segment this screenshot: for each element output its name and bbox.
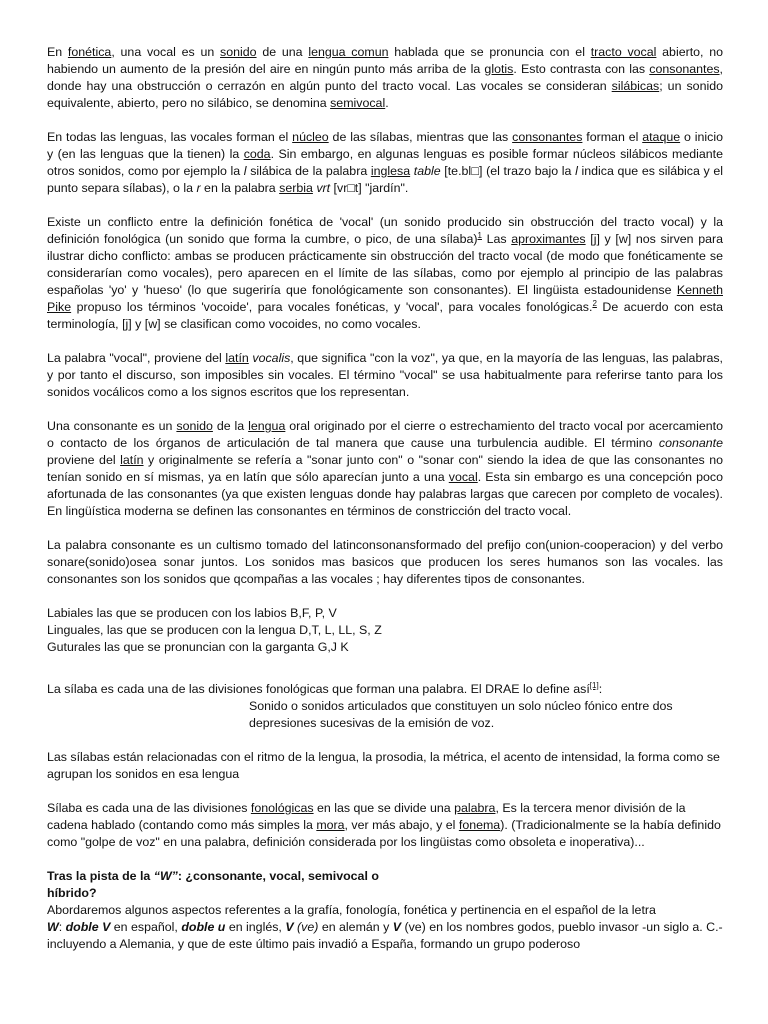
link-inglesa[interactable]: inglesa <box>370 164 411 178</box>
link-fonologicas[interactable]: fonológicas <box>250 801 314 815</box>
link-tracto-vocal[interactable]: tracto vocal <box>590 45 657 59</box>
document-page <box>47 44 723 953</box>
section-heading-w: Tras la pista de la “W”: ¿consonante, vocal, semivocal o híbrido? <box>47 869 379 900</box>
link-aproximantes[interactable]: aproximantes <box>511 232 586 246</box>
link-lengua[interactable]: lengua <box>248 419 286 433</box>
paragraph-consonante-definition: Una consonante es un sonido de la lengua oral originado por el cierre o estrechamiento del tracto vocal por acercamiento o contacto de los órganos de articulación de tal manera que cause una turbulencia audible. El término consonante proviene del latín y originalmente se refería a "sonar junto con" o "sonar con" siendo la idea de que las consonantes no tenían sonido en sí mismas, ya en latín que sólo aparecían junto a una vocal. Esta sin embargo es una concepción poco afortunada de las consonantes (ya que existen lenguas donde hay palabras largas que carecen por completo de vocales). En lingüística moderna se definen las consonantes en términos de constricción del tracto vocal. <box>47 419 724 518</box>
link-consonantes[interactable]: consonantes <box>649 62 720 76</box>
link-palabra[interactable]: palabra <box>454 801 496 815</box>
paragraph-etimologia-vocal: La palabra "vocal", proviene del latín vocalis, que significa "con la voz", ya que, en la mayoría de las lenguas, las palabras, y por tanto el discurso, son imposibles sin vocales. El término "vocal" se usa habitualmente para referirse tanto para los sonidos vocálicos como a los signos escritos que los representan. <box>47 351 723 399</box>
paragraph-silabas-ritmo: Las sílabas están relacionadas con el ritmo de la lengua, la prosodia, la métrica, el acento de intensidad, la forma como se agrupan los sonidos en esa lengua <box>47 750 720 781</box>
link-silabicas[interactable]: silábicas <box>611 79 660 93</box>
paragraph-vocal-definition: En fonética, una vocal es un sonido de una lengua comun hablada que se pronuncia con el tracto vocal abierto, no habiendo un aumento de la presión del aire en ningún punto más arriba de la glotis. Esto contrasta con las consonantes, donde hay una obstrucción o cerrazón en algún punto del tracto vocal. Las vocales se consideran silábicas; un sonido equivalente, abierto, pero no silábico, se denomina semivocal. <box>47 45 724 110</box>
link-serbia[interactable]: serbia <box>279 181 313 195</box>
link-fonetica[interactable]: fonética <box>67 45 112 59</box>
link-coda[interactable]: coda <box>243 147 271 161</box>
paragraph-conflicto-definicion: Existe un conflicto entre la definición fonética de 'vocal' (un sonido producido sin obstrucción del tracto vocal) y la definición fonológica (un sonido que forma la cumbre, o pico, de una sílaba)$^1$ Las aproximantes [j] y [w] nos sirven para ilustrar dicho conflicto: ambas se producen prácticamente sin obstrucción del tracto vocal (de modo que fonéticamente se considerarían como vocales), pero aparecen en el límite de las sílabas, como por ejemplo al principio de las palabras españolas 'yo' y 'hueso' (lo que sugeriría que fonológicamente son consonantes). El lingüista estadounidense Kenneth Pike propuso los términos 'vocoide', para vocales fonéticas, y 'vocal', para vocales fonológicas.$^2$ De acuerdo con esta terminología, [j] y [w] se clasifican como vocoides, no como vocales. <box>47 215 724 331</box>
link-glotis[interactable]: glotis <box>484 62 514 76</box>
consonant-type-linguales: Linguales, las que se producen con la lengua D,T, L, LL, S, Z <box>47 623 382 637</box>
link-lengua-comun[interactable]: lengua comun <box>308 45 389 59</box>
link-mora[interactable]: mora <box>316 818 345 832</box>
link-sonido-2[interactable]: sonido <box>176 419 213 433</box>
link-semivocal[interactable]: semivocal <box>330 96 386 110</box>
link-latin[interactable]: latín <box>225 351 249 365</box>
consonant-type-guturales: Guturales las que se pronuncian con la garganta G,J K <box>47 640 349 654</box>
link-ataque[interactable]: ataque <box>642 130 681 144</box>
footnote-ref-1[interactable]: 1 <box>477 230 482 240</box>
consonant-type-labiales: Labiales las que se producen con los labios B,F, P, V <box>47 606 337 620</box>
paragraph-letra-w: Abordaremos algunos aspectos referentes a la grafía, fonología, fonética y pertinencia en el español de la letra W: doble V en español, doble u en inglés, V (ve) en alemán y V (ve) en los nombres godos, pueblo invasor -un siglo a. C.-incluyendo a Alemania, y que de este último pais invadió a España, formando un grupo poderoso <box>47 903 723 951</box>
footnote-ref-2[interactable]: 2 <box>592 298 597 308</box>
link-fonema[interactable]: fonema <box>458 818 501 832</box>
paragraph-silaba-drae: La sílaba es cada una de las divisiones fonológicas que forman una palabra. El DRAE lo define así[1]: <box>47 680 603 696</box>
drae-quote-line-2: depresiones sucesivas de la emisión de voz. <box>249 716 495 730</box>
link-latin-2[interactable]: latín <box>120 453 144 467</box>
paragraph-silaba-division: Sílaba es cada una de las divisiones fonológicas en las que se divide una palabra, Es la tercera menor división de la cadena hablado (contando como más simples la mora, ver más abajo, y el fonema). (Tradicionalmente se la había definido como "golpe de voz" en una palabra, definición considerada por los lingüistas como obsoleta e inoperativa)... <box>47 801 721 849</box>
paragraph-nucleo-silabas: En todas las lenguas, las vocales forman el núcleo de las sílabas, mientras que las consonantes forman el ataque o inicio y (en las lenguas que la tienen) la coda. Sin embargo, en algunas lenguas es posible formar núcleos silábicos mediante otros sonidos, como por ejemplo la l silábica de la palabra inglesa table [te.bl□] (el trazo bajo la l indica que es silábica y el punto separa sílabas), o la r en la palabra serbia vrt [vr□t] "jardín". <box>47 130 723 195</box>
link-vocal[interactable]: vocal <box>448 470 478 484</box>
link-nucleo[interactable]: núcleo <box>292 130 329 144</box>
link-kenneth-pike[interactable]: Kenneth Pike <box>47 283 723 314</box>
drae-quote <box>249 698 723 732</box>
link-consonantes-2[interactable]: consonantes <box>512 130 583 144</box>
drae-quote-line-1: Sonido o sonidos articulados que constituyen un solo núcleo fónico entre dos <box>249 699 673 713</box>
link-sonido[interactable]: sonido <box>220 45 257 59</box>
paragraph-cultismo: La palabra consonante es un cultismo tomado del latinconsonansformado del prefijo con(union-cooperacion) y del verbo sonare(sonido)osea sonar juntos. Los sonidos mas basicos que producen los seres humanos son las vocales. las consonantes son los sonidos que qcompañas a las vocales ; hay diferentes tipos de consonantes. <box>47 538 723 586</box>
footnote-ref-drae[interactable]: [1] <box>589 680 599 690</box>
spacer <box>47 656 723 681</box>
